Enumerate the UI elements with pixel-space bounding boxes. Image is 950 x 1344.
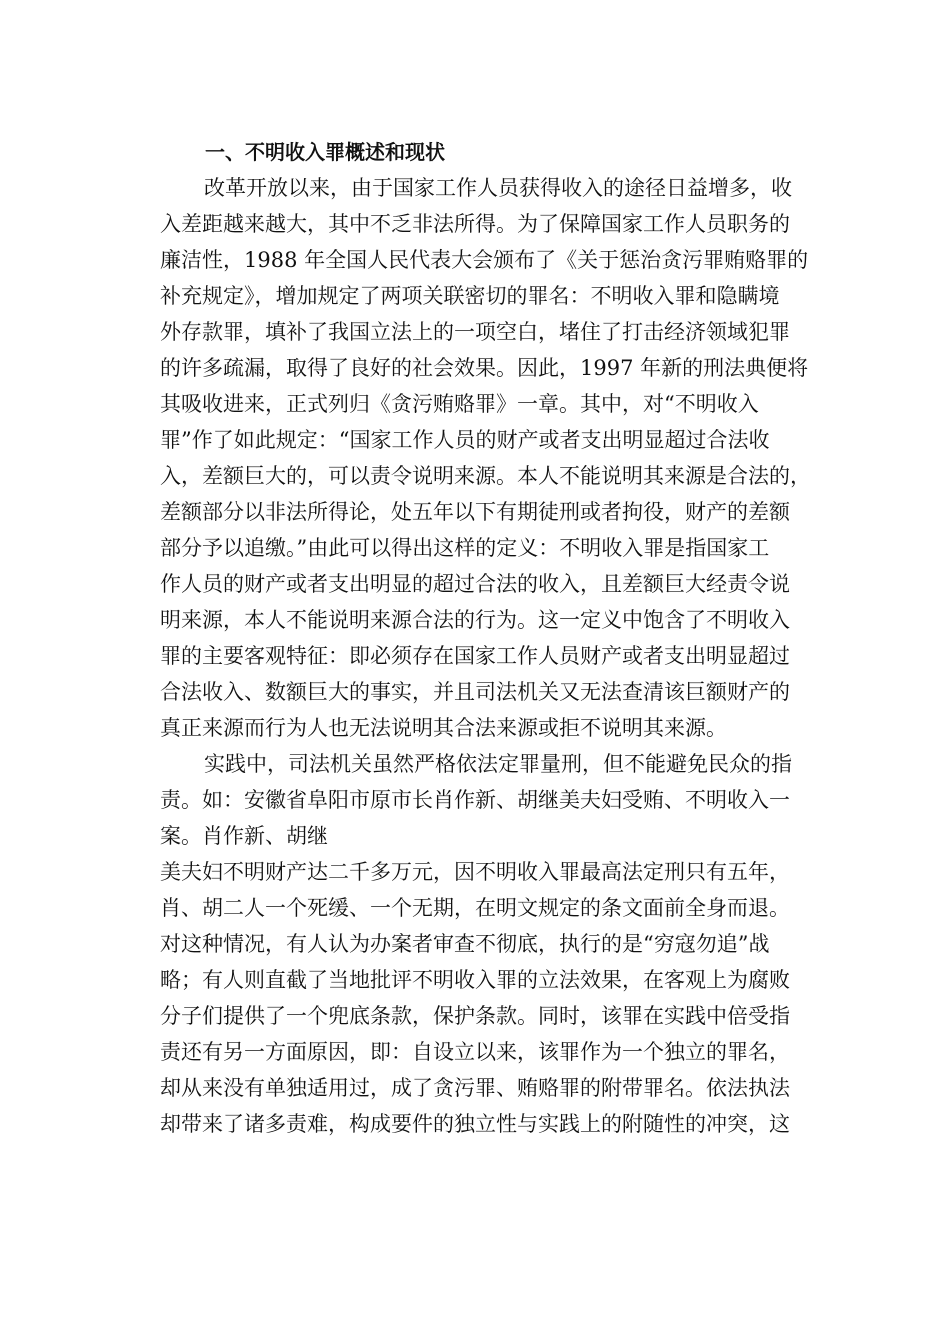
paragraph-2-line-4: 美夫妇不明财产达二千多万元，因不明收入罪最高法定刑只有五年， (160, 860, 790, 884)
paragraph-1-line-3: 廉洁性，1988 年全国人民代表大会颁布了《关于惩治贪污罪贿赂罪的 (160, 248, 809, 272)
paragraph-2-line-10: 却从来没有单独适用过，成了贪污罪、贿赂罪的附带罪名。依法执法 (160, 1076, 790, 1100)
paragraph-1-line-2: 入差距越来越大，其中不乏非法所得。为了保障国家工作人员职务的 (160, 212, 790, 236)
paragraph-2-line-8: 分子们提供了一个兜底条款，保护条款。同时，该罪在实践中倍受指 (160, 1004, 790, 1028)
section-heading: 一、不明收入罪概述和现状 (205, 140, 445, 164)
paragraph-2-line-2: 责。如：安徽省阜阳市原市长肖作新、胡继美夫妇受贿、不明收入一 (160, 788, 790, 812)
paragraph-1-line-1: 改革开放以来，由于国家工作人员获得收入的途径日益增多，收 (204, 176, 792, 200)
paragraph-1-line-13: 明来源，本人不能说明来源合法的行为。这一定义中饱含了不明收入 (160, 608, 790, 632)
paragraph-1-line-16: 真正来源而行为人也无法说明其合法来源或拒不说明其来源。 (160, 716, 727, 740)
paragraph-1-line-9: 入，差额巨大的，可以责令说明来源。本人不能说明其来源是合法的， (160, 464, 811, 488)
paragraph-2-line-3: 案。肖作新、胡继 (160, 824, 328, 848)
paragraph-1-line-12: 作人员的财产或者支出明显的超过合法的收入，且差额巨大经责令说 (160, 572, 790, 596)
paragraph-1-line-6: 的许多疏漏，取得了良好的社会效果。因此，1997 年新的刑法典便将 (160, 356, 809, 380)
paragraph-1-line-5: 外存款罪，填补了我国立法上的一项空白，堵住了打击经济领域犯罪 (160, 320, 790, 344)
paragraph-1-line-8: 罪”作了如此规定：“国家工作人员的财产或者支出明显超过合法收 (160, 428, 770, 452)
paragraph-2-line-7: 略；有人则直截了当地批评不明收入罪的立法效果，在客观上为腐败 (160, 968, 790, 992)
paragraph-2-line-1: 实践中，司法机关虽然严格依法定罪量刑，但不能避免民众的指 (204, 752, 792, 776)
paragraph-2-line-11: 却带来了诸多责难，构成要件的独立性与实践上的附随性的冲突，这 (160, 1112, 790, 1136)
paragraph-1-line-4: 补充规定》，增加规定了两项关联密切的罪名：不明收入罪和隐瞒境 (160, 284, 780, 308)
paragraph-2-line-9: 责还有另一方面原因，即：自设立以来，该罪作为一个独立的罪名， (160, 1040, 790, 1064)
paragraph-1-line-15: 合法收入、数额巨大的事实，并且司法机关又无法查清该巨额财产的 (160, 680, 790, 704)
paragraph-2-line-5: 肖、胡二人一个死缓、一个无期，在明文规定的条文面前全身而退。 (160, 896, 790, 920)
paragraph-2-line-6: 对这种情况，有人认为办案者审查不彻底，执行的是“穷寇勿追”战 (160, 932, 770, 956)
paragraph-1-line-10: 差额部分以非法所得论，处五年以下有期徒刑或者拘役，财产的差额 (160, 500, 790, 524)
paragraph-1-line-11: 部分予以追缴。”由此可以得出这样的定义：不明收入罪是指国家工 (160, 536, 770, 560)
paragraph-1-line-14: 罪的主要客观特征：即必须存在国家工作人员财产或者支出明显超过 (160, 644, 790, 668)
paragraph-1-line-7: 其吸收进来，正式列归《贪污贿赂罪》一章。其中，对“不明收入 (160, 392, 759, 416)
